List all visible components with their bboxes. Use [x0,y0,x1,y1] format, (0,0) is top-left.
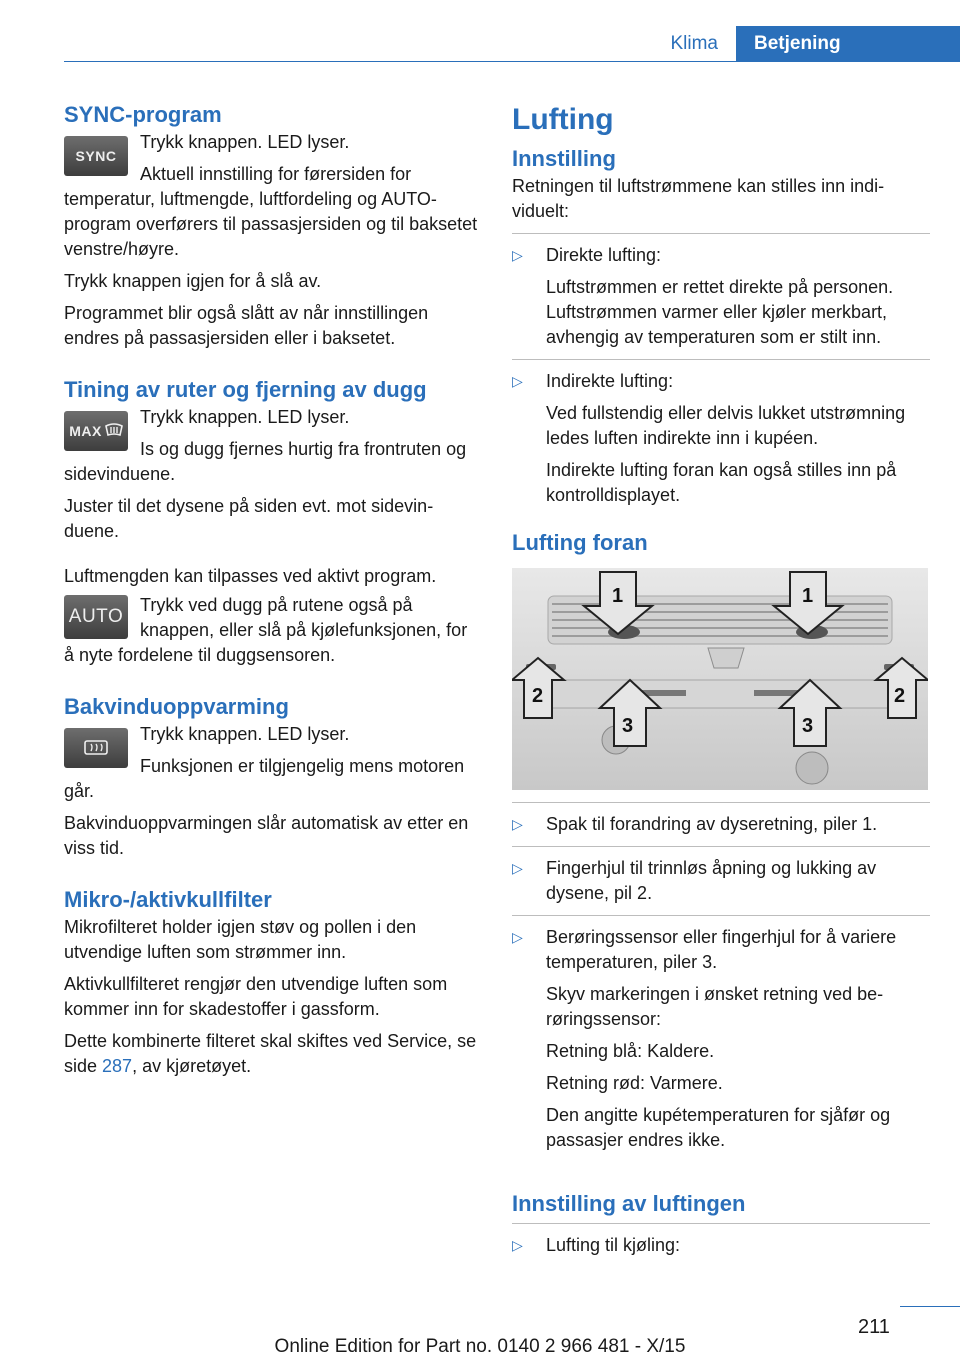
tab-betjening[interactable]: Betjening [736,26,960,62]
arrow-label: 1 [612,585,624,607]
tab-klima[interactable]: Klima [670,33,718,54]
list-item: ▷ Berøringssensor eller fingerhjul for å variere temperaturen, piler 3. Skyv markeringen i ønsket retning ved berøringssensor: Retning blå: Kaldere. Retning rød: Varmere. Den angitte kupétemperaturen for sjåfør og passasjer endres ikke. [512,925,930,1153]
text: Trykk ved dugg på rutene også på knappen, eller slå på kjølefunksjonen, for å nyte fordelene til duggsensoren. [64,595,468,665]
sync-block [64,130,479,262]
rear-defrost-button-icon [64,728,128,768]
arrow-label: 3 [622,715,634,737]
arrow-label: 2 [532,685,544,707]
list-divider [512,846,930,847]
foran-list-2 [512,856,930,906]
text: Mikrofilteret holder igjen støv og pollen i den utvendige luften som strømmer inn. [64,917,417,962]
windshield-icon [105,423,123,439]
text: Dette kombinerte filteret skal skiftes ved Service, se side 287, av kjøretøyet. [64,1031,477,1076]
triangle-bullet-icon: ▷ [512,247,523,263]
text: Is og dugg fjernes hurtig fra frontruten og sidevinduene. [64,439,467,484]
list-divider [512,233,930,234]
list-item: ▷ Fingerhjul til trinnløs åpning og lukking av dysene, pil 2. [512,858,877,903]
list-item: ▷ Lufting til kjøling: [512,1233,930,1258]
triangle-bullet-icon: ▷ [512,1237,523,1253]
text: Retningen til luftstrømmene kan stilles inn individuelt: [512,176,885,221]
section-title-sync: SYNC-program [64,102,222,127]
sync-button-icon: SYNC [64,136,128,176]
text: Retning blå: Kaldere. [546,1041,715,1061]
triangle-bullet-icon: ▷ [512,860,523,876]
text: Programmet blir også slått av når innstillingen endres på passasjersiden eller i baksetet. [64,303,429,348]
dashboard-vents-illustration [512,568,928,790]
text: Luftmengden kan tilpasses ved aktivt program. [64,566,437,586]
foran-list-3 [512,925,930,1153]
list-divider [512,802,930,803]
text: Trykk knappen. LED lyser. [140,132,350,152]
list-divider [512,1223,930,1224]
page-link-287[interactable]: 287 [102,1056,133,1076]
arrow-label: 2 [894,685,906,707]
auto-button-icon: AUTO [64,595,128,639]
left-column [64,100,479,1079]
text: Aktuell innstilling for førersiden for temperatur, luftmengde, luftfordeling og AUTO-program overførers til passasjersiden og til baksetet venstre/høyre. [64,164,478,259]
text: Juster til det dysene på siden evt. mot sidevinduene. [64,496,434,541]
footer-divider [900,1306,960,1307]
section-title-filter: Mikro-/aktivkullfilter [64,887,272,912]
edition-footer: Online Edition for Part no. 0140 2 966 481 - X/15 [274,1336,686,1357]
arrow-label: 3 [802,715,814,737]
innstilling-list-2 [512,369,930,508]
triangle-bullet-icon: ▷ [512,929,523,945]
innstilling-av-list [512,1233,930,1258]
list-divider [512,915,930,916]
section-title-rear: Bakvinduoppvarming [64,694,289,719]
max-label: MAX [69,423,102,439]
text: Bakvinduoppvarmingen slår automatisk av etter en viss tid. [64,813,469,858]
auto-block [64,589,479,668]
section-title-lufting-foran: Lufting foran [512,530,648,555]
page-number: 211 [858,1316,890,1338]
max-defrost-button-icon [64,411,128,451]
arrow-label: 1 [802,585,814,607]
section-title-innstilling: Innstilling [512,146,616,171]
list-item: ▷ Direkte lufting: Luftstrømmen er rettet direkte på personen. Luftstrømmen varmer eller kjøler merkbart, avhengig av temperaturen som er stilt inn. [512,243,930,350]
rear-window-icon [83,739,109,757]
triangle-bullet-icon: ▷ [512,373,523,389]
text: Trykk knappen. LED lyser. [140,407,350,427]
chapter-title: Lufting [512,103,614,136]
text: Funksjonen er tilgjengelig mens motoren går. [64,756,465,801]
text: Den angitte kupétemperaturen for sjåfør og passasjer endres ikke. [546,1105,891,1150]
vents-diagram [512,568,928,790]
rear-block [64,722,479,804]
header-divider [64,61,960,62]
text: Indirekte lufting foran kan også stilles inn på kontrolldisplayet. [546,460,897,505]
defrost-block [64,405,479,487]
list-divider [512,359,930,360]
foran-list-1 [512,812,930,837]
text: Retning rød: Varmere. [546,1073,723,1093]
list-item: ▷ Indirekte lufting: Ved fullstendig eller delvis lukket utstrømning ledes luften indirekte inn i kupéen. Indirekte lufting foran kan også stilles inn på kontrolldisplayet. [512,369,930,508]
text: Skyv markeringen i ønsket retning ved berøringssensor: [546,984,884,1029]
section-title-innstilling-av-luftingen: Innstilling av luftingen [512,1191,746,1216]
right-column [512,100,930,1258]
text: Trykk knappen igjen for å slå av. [64,271,322,291]
triangle-bullet-icon: ▷ [512,816,523,832]
text: Luftstrømmen er rettet direkte på personen. Luftstrømmen varmer eller kjøler merkbart, avhengig av temperaturen som er stilt inn. [546,277,894,347]
text: Aktivkullfilteret rengjør den utvendige luften som kommer inn for skadestoffer i gassform. [64,974,448,1019]
text: Trykk knappen. LED lyser. [140,724,350,744]
innstilling-list [512,243,930,350]
section-title-defrost: Tining av ruter og fjerning av dugg [64,377,427,402]
text: Ved fullstendig eller delvis lukket utstrømning ledes luften indirekte inn i kupéen. [546,403,906,448]
list-item: ▷ Spak til forandring av dyseretning, piler 1. [512,812,930,837]
